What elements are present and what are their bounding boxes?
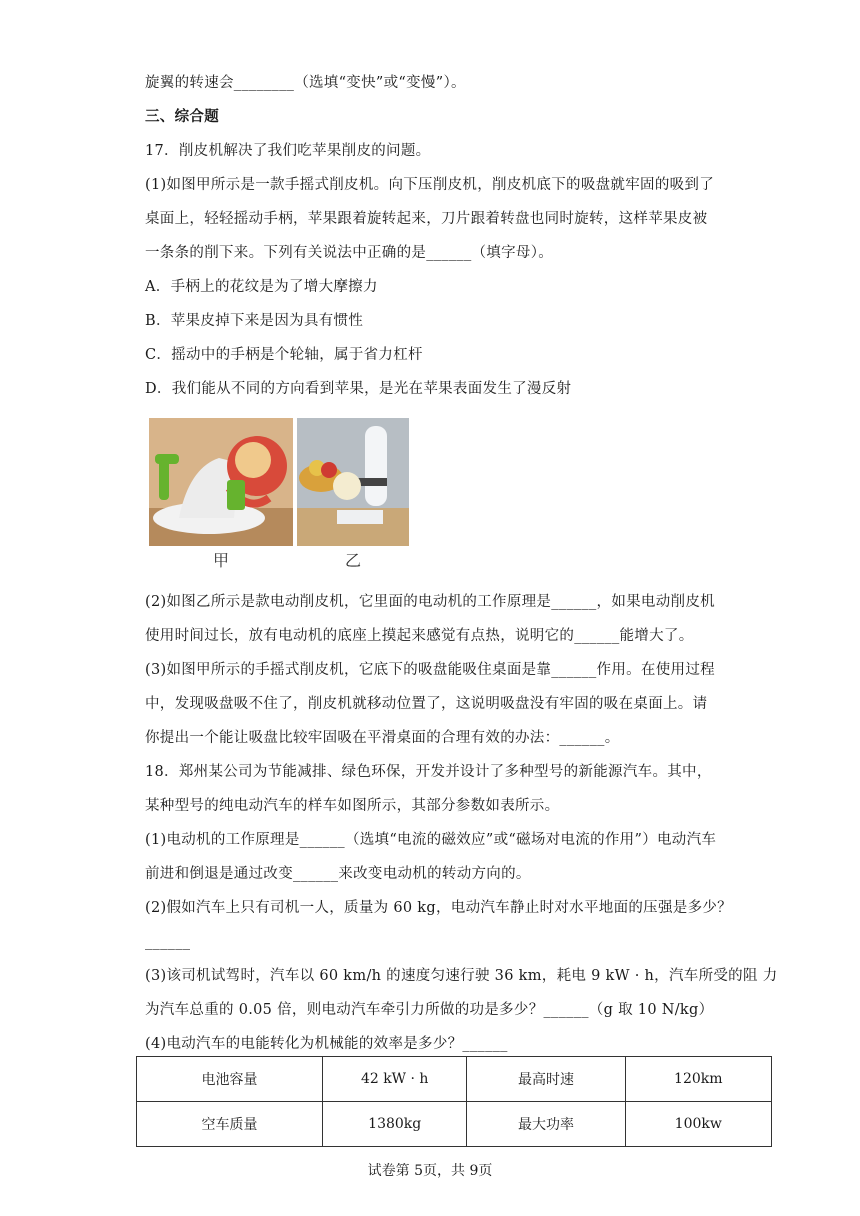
question-17-stem: 17．削皮机解决了我们吃苹果削皮的问题。 [145,143,431,159]
table-cell: 1380kg [322,1102,466,1147]
text-line: (3)该司机试驾时，汽车以 60 km/h 的速度匀速行驶 36 km，耗电 9 kW · h，汽车所受的阻 力 [145,968,778,984]
text-line: (3)如图甲所示的手摇式削皮机，它底下的吸盘能吸住桌面是靠______作用。在使用过程 [145,662,715,678]
manual-peeler-photo [149,418,293,546]
option-b: B．苹果皮掉下来是因为具有惯性 [145,313,364,329]
table-row [137,1057,772,1102]
text-line: (1)如图甲所示是一款手摇式削皮机。向下压削皮机，削皮机底下的吸盘就牢固的吸到了 [145,177,715,193]
option-c: C．摇动中的手柄是个轮轴，属于省力杠杆 [145,347,423,363]
table-cell: 120km [625,1057,771,1102]
table-cell: 空车质量 [137,1102,323,1147]
table-cell: 100kw [625,1102,771,1147]
caption-jia: 甲 [213,551,230,570]
electric-peeler-photo [297,418,409,546]
text-line: 桌面上，轻轻摇动手柄，苹果跟着旋转起来，刀片跟着转盘也同时旋转，这样苹果皮被 [145,211,708,227]
table-row [137,1102,772,1147]
answer-blank: ______ [145,934,191,950]
option-a: A．手柄上的花纹是为了增大摩擦力 [145,279,378,295]
text-line: 前进和倒退是通过改变______来改变电动机的转动方向的。 [145,866,531,882]
text-line: 一条条的削下来。下列有关说法中正确的是______（填字母）。 [145,245,554,261]
text-line: 中，发现吸盘吸不住了，削皮机就移动位置了，这说明吸盘没有牢固的吸在桌面上。请 [145,696,708,712]
page-footer: 试卷第 5页，共 9页 [367,1163,493,1179]
table-cell: 最大功率 [467,1102,625,1147]
text-line: 某种型号的纯电动汽车的样车如图所示，其部分参数如表所示。 [145,798,560,814]
table-cell: 最高时速 [467,1057,625,1102]
text-line: 使用时间过长，放有电动机的底座上摸起来感觉有点热，说明它的______能增大了。 [145,628,694,644]
text-line: (4)电动汽车的电能转化为机械能的效率是多少？______ [145,1036,508,1052]
text-line: (2)假如汽车上只有司机一人，质量为 60 kg，电动汽车静止时对水平地面的压强是多少？ [145,900,732,916]
caption-yi: 乙 [345,551,362,570]
section-heading: 三、综合题 [145,108,219,125]
peeler-figure [149,418,411,568]
question-18-stem: 18．郑州某公司为节能减排、绿色环保，开发并设计了多种型号的新能源汽车。其中， [145,764,712,780]
option-d: D．我们能从不同的方向看到苹果，是光在苹果表面发生了漫反射 [145,381,572,397]
text-line: 你提出一个能让吸盘比较牢固吸在平滑桌面的合理有效的办法：______。 [145,730,620,746]
text-line: 旋翼的转速会________（选填“变快”或“变慢”）。 [145,75,466,91]
car-spec-table [136,1056,772,1147]
text-line: 为汽车总重的 0.05 倍，则电动汽车牵引力所做的功是多少？______（g 取 10 N/kg） [145,1002,714,1018]
text-line: (2)如图乙所示是款电动削皮机，它里面的电动机的工作原理是______，如果电动削皮机 [145,594,715,610]
text-line: (1)电动机的工作原理是______（选填“电流的磁效应”或“磁场对电流的作用”）电动汽车 [145,832,717,848]
table-cell: 42 kW · h [322,1057,466,1102]
table-cell: 电池容量 [137,1057,323,1102]
